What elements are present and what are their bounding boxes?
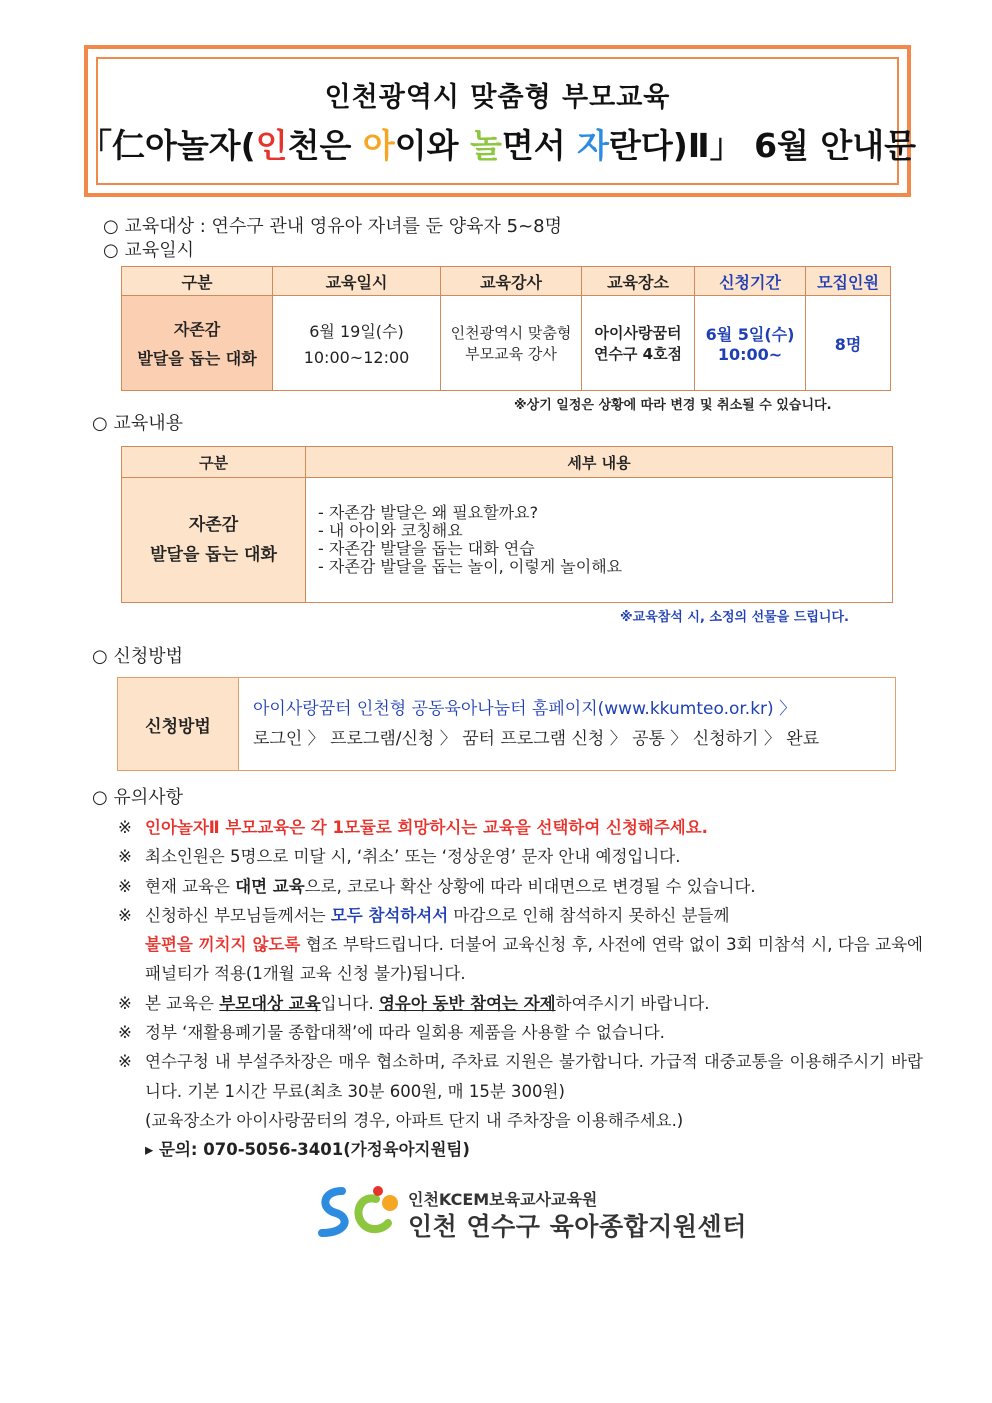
note-indent xyxy=(118,1135,145,1164)
title-text-d: 면서 xyxy=(501,126,578,165)
apply-table xyxy=(117,677,896,771)
content-detail-item: - 자존감 발달은 왜 필요할까요? xyxy=(318,503,539,522)
apply-row xyxy=(118,678,896,771)
schedule-apply-1: 6월 5일(수) xyxy=(705,325,795,344)
content-category-2: 발달을 돕는 대화 xyxy=(150,545,277,565)
note-item xyxy=(118,901,923,989)
note-text-part: 으로, 코로나 확산 상황에 따라 비대면으로 변경될 수 있습니다. xyxy=(304,876,756,896)
title-text-c: 이와 xyxy=(394,126,470,165)
note-text-part: 입니다. xyxy=(320,993,379,1013)
content-row xyxy=(122,478,893,603)
center-logo xyxy=(312,1183,747,1243)
note-mark: ※ xyxy=(118,876,132,896)
title-bracket-open: 「 xyxy=(78,126,112,165)
apply-heading: ○ 신청방법 xyxy=(92,646,183,667)
schedule-place-2: 연수구 4호점 xyxy=(593,345,683,363)
apply-body xyxy=(239,678,896,771)
note-text-part: 신청하신 부모님들께서는 xyxy=(145,905,331,925)
content-detail-item: - 자존감 발달을 돕는 대화 연습 xyxy=(318,539,535,558)
schedule-instructor-cell xyxy=(441,296,582,391)
schedule-place-1: 아이사랑꿈터 xyxy=(594,324,682,342)
contact-row xyxy=(118,1135,923,1164)
note-mark: ※ xyxy=(118,847,132,867)
content-category-1: 자존감 xyxy=(188,515,239,535)
apply-label: 신청방법 xyxy=(118,678,239,771)
note-text-part: 본 교육은 xyxy=(145,993,220,1013)
schedule-apply-2: 10:00~ xyxy=(717,345,783,364)
schedule-category-cell xyxy=(122,296,273,391)
note-text: 인아놀자Ⅱ 부모교육은 각 1모듈로 희망하시는 교육을 선택하여 신청해주세요. xyxy=(145,818,708,837)
schedule-instructor-2: 부모교육 강사 xyxy=(465,345,557,363)
note-emphasis: 부모대상 교육 xyxy=(219,993,321,1013)
title-box xyxy=(78,57,917,185)
title-ja: 자 xyxy=(577,126,609,165)
note-emphasis: 불편을 끼치지 않도록 xyxy=(145,935,301,955)
content-header-row xyxy=(122,447,893,478)
title-line-2 xyxy=(79,120,916,167)
content-heading: ○ 교육내용 xyxy=(92,413,183,434)
schedule-apply-cell xyxy=(695,296,806,391)
schedule-header-row xyxy=(122,267,891,296)
content-table xyxy=(121,446,893,603)
content-detail-item: - 자존감 발달을 돕는 놀이, 이렇게 놀이해요 xyxy=(318,557,623,576)
title-frame xyxy=(78,45,917,197)
note-text-part: 현재 교육은 xyxy=(145,876,236,896)
note-text xyxy=(145,989,923,1018)
schedule-capacity-cell: 8명 xyxy=(806,296,891,391)
notes-list xyxy=(118,813,923,1165)
logo-subtitle: 인천KCEM보육교사교육원 xyxy=(408,1190,598,1209)
title-nol: 놀 xyxy=(469,126,502,165)
schedule-date-1: 6월 19일(수) xyxy=(309,322,404,341)
schedule-date-2: 10:00~12:00 xyxy=(303,348,410,367)
schedule-header-capacity: 모집인원 xyxy=(806,267,891,296)
note-text xyxy=(145,901,923,989)
content-note: ※교육참석 시, 소정의 선물을 드립니다. xyxy=(620,610,849,625)
note-text-part: 하여주시기 바랍니다. xyxy=(555,993,710,1013)
content-header-detail: 세부 내용 xyxy=(306,447,893,478)
schedule-note: ※상기 일정은 상황에 따라 변경 및 취소될 수 있습니다. xyxy=(514,398,832,413)
title-in: 인 xyxy=(255,126,288,165)
note-indent xyxy=(118,1106,145,1135)
note-emphasis: 모두 참석하셔서 xyxy=(330,905,449,925)
schedule-heading: ○ 교육일시 xyxy=(103,240,194,261)
note-item xyxy=(118,1047,923,1106)
note-mark: ※ xyxy=(118,993,132,1013)
content-category-cell xyxy=(122,478,306,603)
note-emphasis: 영유아 동반 참여는 자제 xyxy=(378,993,556,1013)
title-ai: 아 xyxy=(362,126,395,165)
note-mark: ※ xyxy=(118,1023,132,1043)
logo-title: 인천 연수구 육아종합지원센터 xyxy=(408,1212,747,1241)
title-line-1: 인천광역시 맞춤형 부모교육 xyxy=(324,82,671,113)
note-text: 정부 ‘재활용폐기물 종합대책’에 따라 일회용 제품을 사용할 수 없습니다. xyxy=(145,1023,665,1043)
title-logo-char: 仁 xyxy=(111,126,145,165)
target-line: ○ 교육대상 : 연수구 관내 영유아 자녀를 둔 양육자 5~8명 xyxy=(103,216,563,237)
note-text: (교육장소가 아이사랑꿈터의 경우, 아파트 단지 내 주차장을 이용해주세요.) xyxy=(145,1110,684,1130)
center-logo-icon xyxy=(312,1183,404,1241)
note-text xyxy=(145,872,923,901)
schedule-category-1: 자존감 xyxy=(173,320,221,339)
apply-homepage-link[interactable]: 아이사랑꿈터 인천형 공동육아나눔터 홈페이지(www.kkumteo.or.kr) 〉 xyxy=(253,699,797,719)
schedule-instructor-1: 인천광역시 맞춤형 xyxy=(450,324,572,342)
schedule-header-apply: 신청기간 xyxy=(695,267,806,296)
schedule-place-cell xyxy=(582,296,695,391)
note-text-part: 협조 부탁드립니다. 더불어 교육신청 후, 사전에 연락 없이 3회 미참석 시, 다음 교육에 패널티가 적용(1개월 교육 신청 불가)됩니다. xyxy=(145,935,923,984)
note-mark: ※ xyxy=(118,905,132,925)
note-emphasis: 대면 교육 xyxy=(235,876,305,896)
note-mark: ※ xyxy=(118,1052,132,1072)
notes-heading: ○ 유의사항 xyxy=(92,787,183,808)
note-text: 연수구청 내 부설주차장은 매우 협소하며, 주차료 지원은 불가합니다. 가급적 대중교통을 이용해주시기 바랍니다. 기본 1시간 무료(최초 30분 600원, 매 15분 300원) xyxy=(145,1052,923,1101)
title-text-a: 아놀자( xyxy=(144,126,256,165)
content-header-category: 구분 xyxy=(122,447,306,478)
note-item xyxy=(118,872,923,901)
note-item xyxy=(118,989,923,1018)
note-text-part: 마감으로 인해 참석하지 못하신 분들께 xyxy=(448,905,730,925)
note-mark: ※ xyxy=(118,818,132,837)
schedule-table xyxy=(121,266,891,391)
note-text: 최소인원은 5명으로 미달 시, ‘취소’ 또는 ‘정상운영’ 문자 안내 예정입니다. xyxy=(145,847,681,867)
content-detail-item: - 내 아이와 코칭해요 xyxy=(318,521,463,540)
schedule-category-2: 발달을 돕는 대화 xyxy=(137,349,257,368)
schedule-header-instructor: 교육강사 xyxy=(441,267,582,296)
content-detail-cell xyxy=(306,478,893,603)
note-item xyxy=(118,813,923,842)
schedule-date-cell xyxy=(273,296,441,391)
schedule-header-place: 교육장소 xyxy=(582,267,695,296)
title-text-e: 란다)Ⅱ」 6월 안내문 xyxy=(609,126,917,165)
title-text-b: 천은 xyxy=(287,126,363,165)
note-item xyxy=(118,842,923,871)
schedule-header-date: 교육일시 xyxy=(273,267,441,296)
contact-phone: ▸ 문의: 070-5056-3401(가정육아지원팀) xyxy=(145,1140,470,1160)
schedule-header-category: 구분 xyxy=(122,267,273,296)
note-item xyxy=(118,1018,923,1047)
schedule-row xyxy=(122,296,891,391)
note-sub xyxy=(118,1106,923,1135)
apply-steps: 로그인 〉 프로그램/신청 〉 꿈터 프로그램 신청 〉 공통 〉 신청하기 〉 완료 xyxy=(253,729,820,749)
